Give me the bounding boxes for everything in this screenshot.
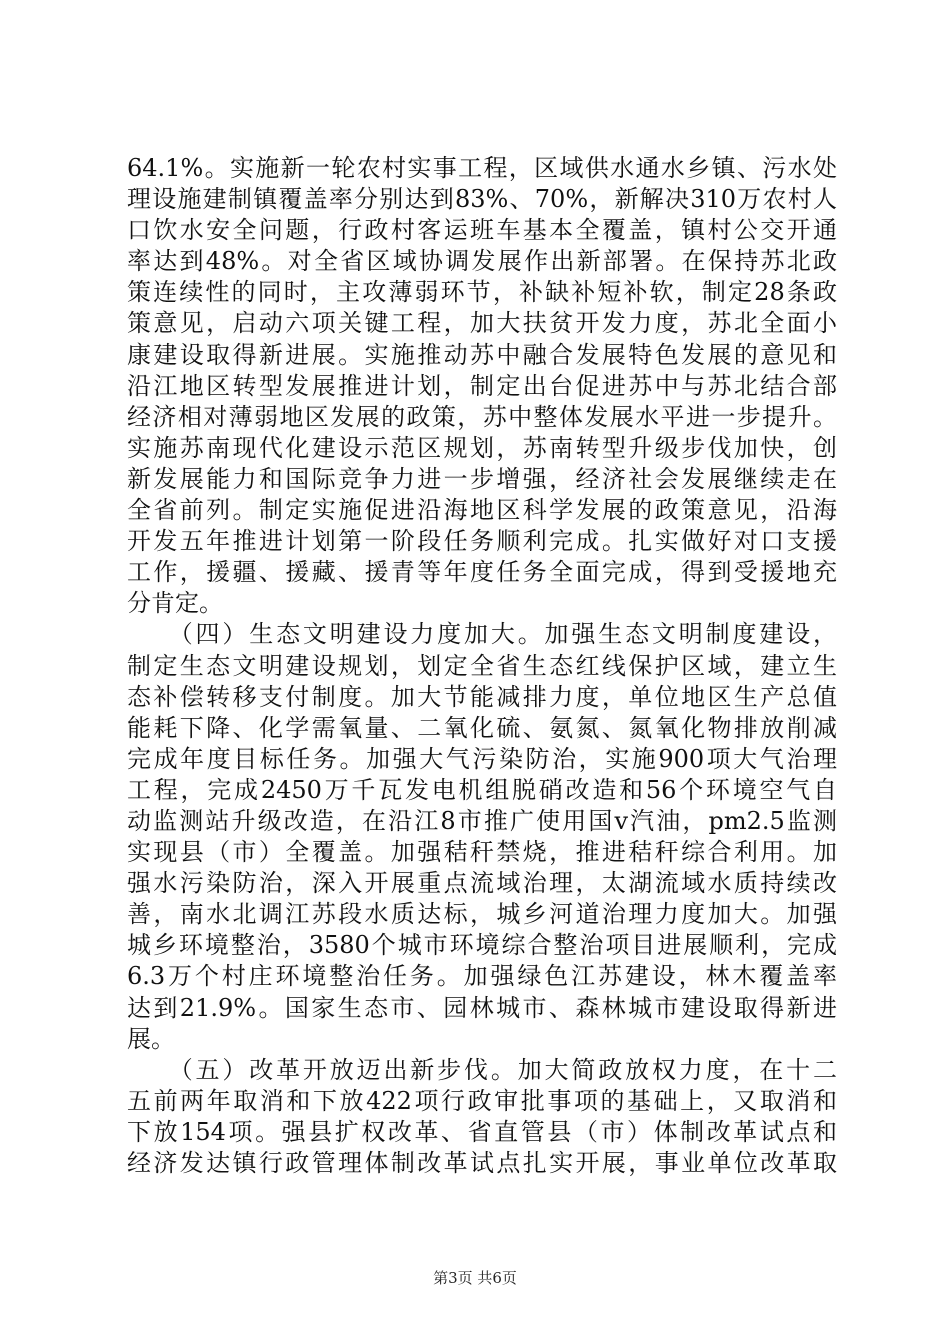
page-number-label: 第3页 共6页 (433, 1269, 517, 1287)
text-line: 新发展能力和国际竞争力进一步增强，经济社会发展继续走在 (127, 464, 837, 493)
text-line: 沿江地区转型发展推进计划，制定出台促进苏中与苏北结合部 (127, 371, 837, 400)
text-line: 策意见，启动六项关键工程，加大扶贫开发力度，苏北全面小 (127, 309, 837, 338)
text-line: 下放154项。强县扩权改革、省直管县（市）体制改革试点和 (127, 1117, 837, 1146)
text-line: 达到21.9%。国家生态市、园林城市、森林城市建设取得新进 (127, 993, 837, 1022)
text-line: 强水污染防治，深入开展重点流域治理，太湖流域水质持续改 (127, 869, 837, 898)
text-line: 实现县（市）全覆盖。加强秸秆禁烧，推进秸秆综合利用。加 (127, 838, 837, 867)
text-line: 能耗下降、化学需氧量、二氧化硫、氨氮、氮氧化物排放削减 (127, 713, 837, 742)
text-line: 64.1%。实施新一轮农村实事工程，区域供水通水乡镇、污水处 (127, 154, 837, 182)
body-text (127, 153, 837, 1179)
text-line: 开发五年推进计划第一阶段任务顺利完成。扎实做好对口支援 (127, 527, 837, 556)
text-line: 理设施建制镇覆盖率分别达到83%、70%，新解决310万农村人 (127, 185, 837, 214)
text-line: （五）改革开放迈出新步伐。加大简政放权力度，在十二 (127, 1055, 837, 1084)
text-line: 康建设取得新进展。实施推动苏中融合发展特色发展的意见和 (127, 340, 837, 369)
text-line: 展。 (127, 1024, 175, 1053)
text-line: 全省前列。制定实施促进沿海地区科学发展的政策意见，沿海 (127, 496, 837, 525)
text-line: 6.3万个村庄环境整治任务。加强绿色江苏建设，林木覆盖率 (127, 962, 837, 991)
text-line: 善，南水北调江苏段水质达标，城乡河道治理力度加大。加强 (127, 900, 837, 929)
text-line: 五前两年取消和下放422项行政审批事项的基础上，又取消和 (127, 1086, 837, 1115)
text-line: 策连续性的同时，主攻薄弱环节，补缺补短补软，制定28条政 (127, 278, 837, 307)
text-line: 态补偿转移支付制度。加大节能减排力度，单位地区生产总值 (127, 682, 837, 711)
text-line: 实施苏南现代化建设示范区规划，苏南转型升级步伐加快，创 (127, 433, 837, 462)
text-line: （四）生态文明建设力度加大。加强生态文明制度建设， (127, 620, 837, 649)
text-line: 分肯定。 (127, 589, 223, 618)
text-line: 工程，完成2450万千瓦发电机组脱硝改造和56个环境空气自 (127, 775, 837, 804)
text-line: 经济相对薄弱地区发展的政策，苏中整体发展水平进一步提升。 (127, 402, 837, 431)
text-line: 口饮水安全问题，行政村客运班车基本全覆盖，镇村公交开通 (127, 216, 837, 245)
text-line: 工作，援疆、援藏、援青等年度任务全面完成，得到受援地充 (127, 558, 837, 587)
text-line: 动监测站升级改造，在沿江8市推广使用国v汽油，pm2.5监测 (127, 806, 837, 835)
text-line: 完成年度目标任务。加强大气污染防治，实施900项大气治理 (127, 744, 837, 773)
page-footer (0, 1268, 950, 1288)
text-line: 经济发达镇行政管理体制改革试点扎实开展，事业单位改革取 (127, 1149, 837, 1177)
text-line: 城乡环境整治，3580个城市环境综合整治项目进展顺利，完成 (127, 931, 837, 960)
text-line: 制定生态文明建设规划，划定全省生态红线保护区域，建立生 (127, 651, 837, 680)
text-line: 率达到48%。对全省区域协调发展作出新部署。在保持苏北政 (127, 247, 837, 276)
